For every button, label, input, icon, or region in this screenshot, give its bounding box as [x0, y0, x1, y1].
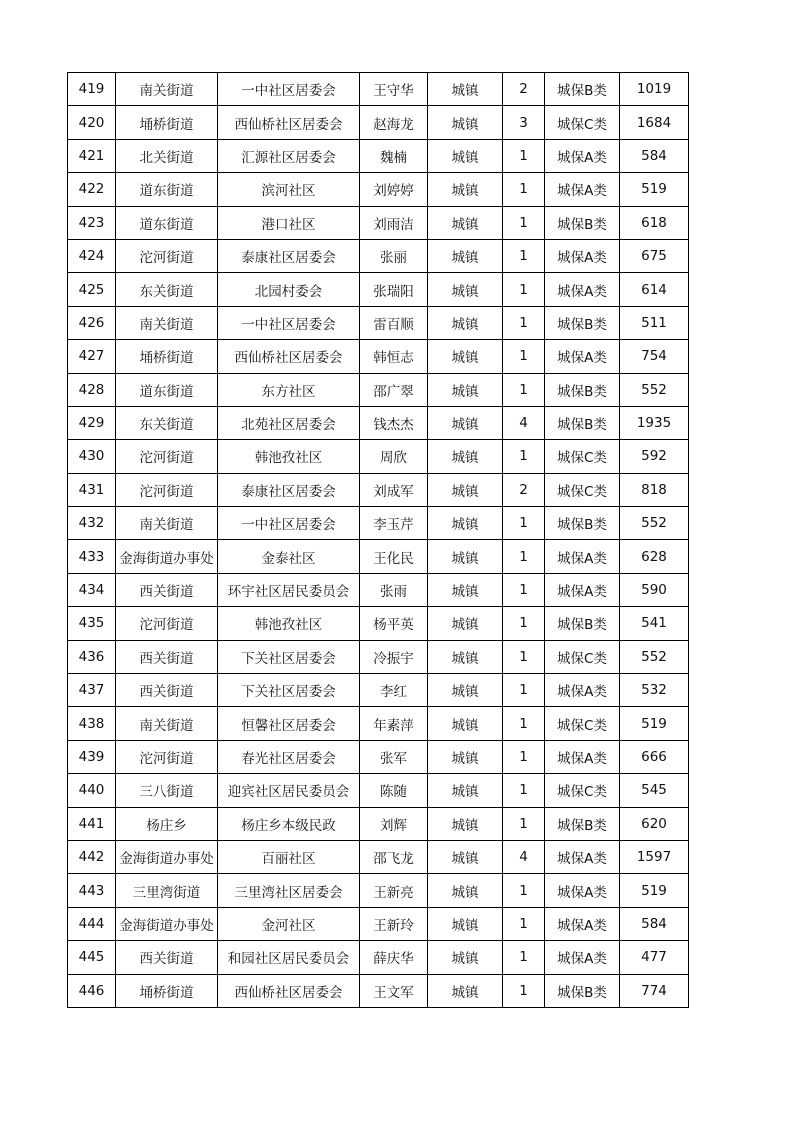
member-count-cell: 1	[503, 373, 545, 406]
row-number-cell: 446	[68, 974, 116, 1007]
street-cell: 沱河街道	[116, 473, 218, 506]
table-row	[68, 73, 689, 106]
person-name-cell: 王守华	[360, 73, 428, 106]
street-cell: 南关街道	[116, 73, 218, 106]
category-cell: 城保B类	[545, 974, 620, 1007]
member-count-cell: 1	[503, 540, 545, 573]
member-count-cell: 1	[503, 907, 545, 940]
person-name-cell: 张军	[360, 740, 428, 773]
category-cell: 城保A类	[545, 941, 620, 974]
amount-cell: 511	[620, 306, 689, 339]
community-cell: 金河社区	[218, 907, 360, 940]
household-type-cell: 城镇	[428, 540, 503, 573]
street-cell: 西关街道	[116, 573, 218, 606]
person-name-cell: 王新亮	[360, 874, 428, 907]
amount-cell: 754	[620, 340, 689, 373]
category-cell: 城保B类	[545, 807, 620, 840]
household-type-cell: 城镇	[428, 907, 503, 940]
person-name-cell: 刘成军	[360, 473, 428, 506]
row-number-cell: 443	[68, 874, 116, 907]
amount-cell: 584	[620, 139, 689, 172]
person-name-cell: 韩恒志	[360, 340, 428, 373]
table-row	[68, 206, 689, 239]
member-count-cell: 1	[503, 340, 545, 373]
person-name-cell: 陈随	[360, 774, 428, 807]
amount-cell: 590	[620, 573, 689, 606]
person-name-cell: 年素萍	[360, 707, 428, 740]
person-name-cell: 邵广翠	[360, 373, 428, 406]
community-cell: 春光社区居委会	[218, 740, 360, 773]
table-row	[68, 907, 689, 940]
category-cell: 城保A类	[545, 573, 620, 606]
table-row	[68, 640, 689, 673]
street-cell: 北关街道	[116, 139, 218, 172]
row-number-cell: 430	[68, 440, 116, 473]
category-cell: 城保C类	[545, 640, 620, 673]
table-row	[68, 807, 689, 840]
household-type-cell: 城镇	[428, 173, 503, 206]
household-type-cell: 城镇	[428, 573, 503, 606]
category-cell: 城保A类	[545, 540, 620, 573]
table-row	[68, 139, 689, 172]
amount-cell: 618	[620, 206, 689, 239]
amount-cell: 552	[620, 373, 689, 406]
table-row	[68, 173, 689, 206]
household-type-cell: 城镇	[428, 340, 503, 373]
table-row	[68, 740, 689, 773]
row-number-cell: 427	[68, 340, 116, 373]
row-number-cell: 431	[68, 473, 116, 506]
amount-cell: 675	[620, 239, 689, 272]
row-number-cell: 421	[68, 139, 116, 172]
member-count-cell: 1	[503, 874, 545, 907]
table-row	[68, 774, 689, 807]
member-count-cell: 1	[503, 774, 545, 807]
row-number-cell: 435	[68, 607, 116, 640]
street-cell: 埇桥街道	[116, 106, 218, 139]
table-row	[68, 874, 689, 907]
street-cell: 埇桥街道	[116, 340, 218, 373]
community-cell: 迎宾社区居民委员会	[218, 774, 360, 807]
street-cell: 东关街道	[116, 273, 218, 306]
community-cell: 滨河社区	[218, 173, 360, 206]
amount-cell: 541	[620, 607, 689, 640]
member-count-cell: 1	[503, 273, 545, 306]
amount-cell: 552	[620, 507, 689, 540]
row-number-cell: 442	[68, 840, 116, 873]
amount-cell: 1019	[620, 73, 689, 106]
row-number-cell: 445	[68, 941, 116, 974]
person-name-cell: 张丽	[360, 239, 428, 272]
community-cell: 下关社区居委会	[218, 640, 360, 673]
amount-cell: 519	[620, 173, 689, 206]
community-cell: 一中社区居委会	[218, 73, 360, 106]
amount-cell: 1935	[620, 406, 689, 439]
community-cell: 一中社区居委会	[218, 507, 360, 540]
street-cell: 道东街道	[116, 373, 218, 406]
household-type-cell: 城镇	[428, 974, 503, 1007]
table-row	[68, 340, 689, 373]
category-cell: 城保A类	[545, 740, 620, 773]
row-number-cell: 429	[68, 406, 116, 439]
table-row	[68, 974, 689, 1007]
community-cell: 下关社区居委会	[218, 674, 360, 707]
household-type-cell: 城镇	[428, 106, 503, 139]
category-cell: 城保B类	[545, 306, 620, 339]
category-cell: 城保A类	[545, 907, 620, 940]
row-number-cell: 436	[68, 640, 116, 673]
community-cell: 港口社区	[218, 206, 360, 239]
category-cell: 城保C类	[545, 774, 620, 807]
member-count-cell: 1	[503, 607, 545, 640]
street-cell: 沱河街道	[116, 740, 218, 773]
street-cell: 南关街道	[116, 507, 218, 540]
community-cell: 东方社区	[218, 373, 360, 406]
row-number-cell: 424	[68, 239, 116, 272]
street-cell: 南关街道	[116, 707, 218, 740]
category-cell: 城保A类	[545, 173, 620, 206]
row-number-cell: 434	[68, 573, 116, 606]
category-cell: 城保B类	[545, 507, 620, 540]
row-number-cell: 441	[68, 807, 116, 840]
member-count-cell: 1	[503, 573, 545, 606]
amount-cell: 1684	[620, 106, 689, 139]
member-count-cell: 1	[503, 974, 545, 1007]
amount-cell: 532	[620, 674, 689, 707]
amount-cell: 592	[620, 440, 689, 473]
street-cell: 埇桥街道	[116, 974, 218, 1007]
amount-cell: 620	[620, 807, 689, 840]
person-name-cell: 李玉芹	[360, 507, 428, 540]
table-row	[68, 674, 689, 707]
row-number-cell: 432	[68, 507, 116, 540]
person-name-cell: 魏楠	[360, 139, 428, 172]
street-cell: 三里湾街道	[116, 874, 218, 907]
row-number-cell: 440	[68, 774, 116, 807]
street-cell: 金海街道办事处	[116, 907, 218, 940]
category-cell: 城保A类	[545, 239, 620, 272]
row-number-cell: 420	[68, 106, 116, 139]
row-number-cell: 426	[68, 306, 116, 339]
row-number-cell: 444	[68, 907, 116, 940]
street-cell: 金海街道办事处	[116, 840, 218, 873]
member-count-cell: 1	[503, 507, 545, 540]
household-type-cell: 城镇	[428, 707, 503, 740]
community-cell: 金泰社区	[218, 540, 360, 573]
person-name-cell: 雷百顺	[360, 306, 428, 339]
row-number-cell: 433	[68, 540, 116, 573]
table-row	[68, 239, 689, 272]
street-cell: 道东街道	[116, 206, 218, 239]
member-count-cell: 1	[503, 941, 545, 974]
table-row	[68, 607, 689, 640]
street-cell: 南关街道	[116, 306, 218, 339]
category-cell: 城保B类	[545, 607, 620, 640]
person-name-cell: 张瑞阳	[360, 273, 428, 306]
member-count-cell: 1	[503, 807, 545, 840]
member-count-cell: 1	[503, 707, 545, 740]
category-cell: 城保A类	[545, 874, 620, 907]
member-count-cell: 1	[503, 740, 545, 773]
category-cell: 城保C类	[545, 473, 620, 506]
category-cell: 城保C类	[545, 106, 620, 139]
person-name-cell: 刘婷婷	[360, 173, 428, 206]
member-count-cell: 1	[503, 206, 545, 239]
household-type-cell: 城镇	[428, 874, 503, 907]
street-cell: 沱河街道	[116, 440, 218, 473]
amount-cell: 552	[620, 640, 689, 673]
row-number-cell: 439	[68, 740, 116, 773]
street-cell: 沱河街道	[116, 239, 218, 272]
household-type-cell: 城镇	[428, 507, 503, 540]
category-cell: 城保A类	[545, 340, 620, 373]
community-cell: 韩池孜社区	[218, 440, 360, 473]
household-type-cell: 城镇	[428, 206, 503, 239]
amount-cell: 666	[620, 740, 689, 773]
person-name-cell: 邵飞龙	[360, 840, 428, 873]
household-type-cell: 城镇	[428, 440, 503, 473]
household-type-cell: 城镇	[428, 607, 503, 640]
member-count-cell: 2	[503, 73, 545, 106]
person-name-cell: 刘雨洁	[360, 206, 428, 239]
street-cell: 西关街道	[116, 640, 218, 673]
category-cell: 城保A类	[545, 840, 620, 873]
row-number-cell: 428	[68, 373, 116, 406]
member-count-cell: 1	[503, 440, 545, 473]
household-type-cell: 城镇	[428, 239, 503, 272]
category-cell: 城保B类	[545, 73, 620, 106]
street-cell: 沱河街道	[116, 607, 218, 640]
amount-cell: 818	[620, 473, 689, 506]
household-type-cell: 城镇	[428, 807, 503, 840]
household-type-cell: 城镇	[428, 306, 503, 339]
row-number-cell: 419	[68, 73, 116, 106]
community-cell: 环宇社区居民委员会	[218, 573, 360, 606]
person-name-cell: 冷振宇	[360, 640, 428, 673]
community-cell: 西仙桥社区居委会	[218, 106, 360, 139]
table-row	[68, 473, 689, 506]
row-number-cell: 437	[68, 674, 116, 707]
household-type-cell: 城镇	[428, 740, 503, 773]
household-type-cell: 城镇	[428, 406, 503, 439]
member-count-cell: 1	[503, 239, 545, 272]
household-type-cell: 城镇	[428, 373, 503, 406]
category-cell: 城保A类	[545, 273, 620, 306]
community-cell: 泰康社区居委会	[218, 473, 360, 506]
street-cell: 西关街道	[116, 674, 218, 707]
amount-cell: 614	[620, 273, 689, 306]
household-type-cell: 城镇	[428, 941, 503, 974]
category-cell: 城保B类	[545, 206, 620, 239]
table-row	[68, 440, 689, 473]
community-cell: 西仙桥社区居委会	[218, 340, 360, 373]
household-type-cell: 城镇	[428, 774, 503, 807]
person-name-cell: 刘辉	[360, 807, 428, 840]
person-name-cell: 王化民	[360, 540, 428, 573]
amount-cell: 519	[620, 874, 689, 907]
street-cell: 三八街道	[116, 774, 218, 807]
member-count-cell: 1	[503, 640, 545, 673]
row-number-cell: 423	[68, 206, 116, 239]
amount-cell: 628	[620, 540, 689, 573]
person-name-cell: 钱杰杰	[360, 406, 428, 439]
community-cell: 北园村委会	[218, 273, 360, 306]
member-count-cell: 1	[503, 173, 545, 206]
category-cell: 城保A类	[545, 674, 620, 707]
person-name-cell: 赵海龙	[360, 106, 428, 139]
member-count-cell: 1	[503, 306, 545, 339]
street-cell: 道东街道	[116, 173, 218, 206]
community-cell: 一中社区居委会	[218, 306, 360, 339]
community-cell: 杨庄乡本级民政	[218, 807, 360, 840]
community-cell: 恒馨社区居委会	[218, 707, 360, 740]
roster-body	[68, 73, 689, 1008]
table-row	[68, 273, 689, 306]
household-type-cell: 城镇	[428, 840, 503, 873]
table-row	[68, 840, 689, 873]
amount-cell: 519	[620, 707, 689, 740]
person-name-cell: 王新玲	[360, 907, 428, 940]
street-cell: 金海街道办事处	[116, 540, 218, 573]
amount-cell: 584	[620, 907, 689, 940]
community-cell: 泰康社区居委会	[218, 239, 360, 272]
person-name-cell: 王文军	[360, 974, 428, 1007]
table-row	[68, 573, 689, 606]
street-cell: 西关街道	[116, 941, 218, 974]
category-cell: 城保B类	[545, 406, 620, 439]
community-cell: 和园社区居民委员会	[218, 941, 360, 974]
person-name-cell: 杨平英	[360, 607, 428, 640]
person-name-cell: 周欣	[360, 440, 428, 473]
table-row	[68, 306, 689, 339]
category-cell: 城保A类	[545, 139, 620, 172]
street-cell: 杨庄乡	[116, 807, 218, 840]
table-row	[68, 406, 689, 439]
household-type-cell: 城镇	[428, 473, 503, 506]
community-cell: 三里湾社区居委会	[218, 874, 360, 907]
household-type-cell: 城镇	[428, 640, 503, 673]
member-count-cell: 4	[503, 406, 545, 439]
table-row	[68, 373, 689, 406]
household-type-cell: 城镇	[428, 273, 503, 306]
category-cell: 城保B类	[545, 373, 620, 406]
member-count-cell: 3	[503, 106, 545, 139]
community-cell: 汇源社区居委会	[218, 139, 360, 172]
row-number-cell: 425	[68, 273, 116, 306]
member-count-cell: 1	[503, 139, 545, 172]
household-type-cell: 城镇	[428, 139, 503, 172]
amount-cell: 774	[620, 974, 689, 1007]
table-row	[68, 507, 689, 540]
amount-cell: 477	[620, 941, 689, 974]
table-row	[68, 540, 689, 573]
member-count-cell: 1	[503, 674, 545, 707]
household-type-cell: 城镇	[428, 73, 503, 106]
table-row	[68, 707, 689, 740]
community-cell: 百丽社区	[218, 840, 360, 873]
table-row	[68, 106, 689, 139]
community-cell: 北苑社区居委会	[218, 406, 360, 439]
row-number-cell: 438	[68, 707, 116, 740]
person-name-cell: 张雨	[360, 573, 428, 606]
category-cell: 城保C类	[545, 707, 620, 740]
person-name-cell: 李红	[360, 674, 428, 707]
category-cell: 城保C类	[545, 440, 620, 473]
person-name-cell: 薛庆华	[360, 941, 428, 974]
community-cell: 西仙桥社区居委会	[218, 974, 360, 1007]
street-cell: 东关街道	[116, 406, 218, 439]
table-row	[68, 941, 689, 974]
roster-table	[67, 72, 689, 1008]
household-type-cell: 城镇	[428, 674, 503, 707]
row-number-cell: 422	[68, 173, 116, 206]
member-count-cell: 2	[503, 473, 545, 506]
amount-cell: 545	[620, 774, 689, 807]
amount-cell: 1597	[620, 840, 689, 873]
member-count-cell: 4	[503, 840, 545, 873]
community-cell: 韩池孜社区	[218, 607, 360, 640]
